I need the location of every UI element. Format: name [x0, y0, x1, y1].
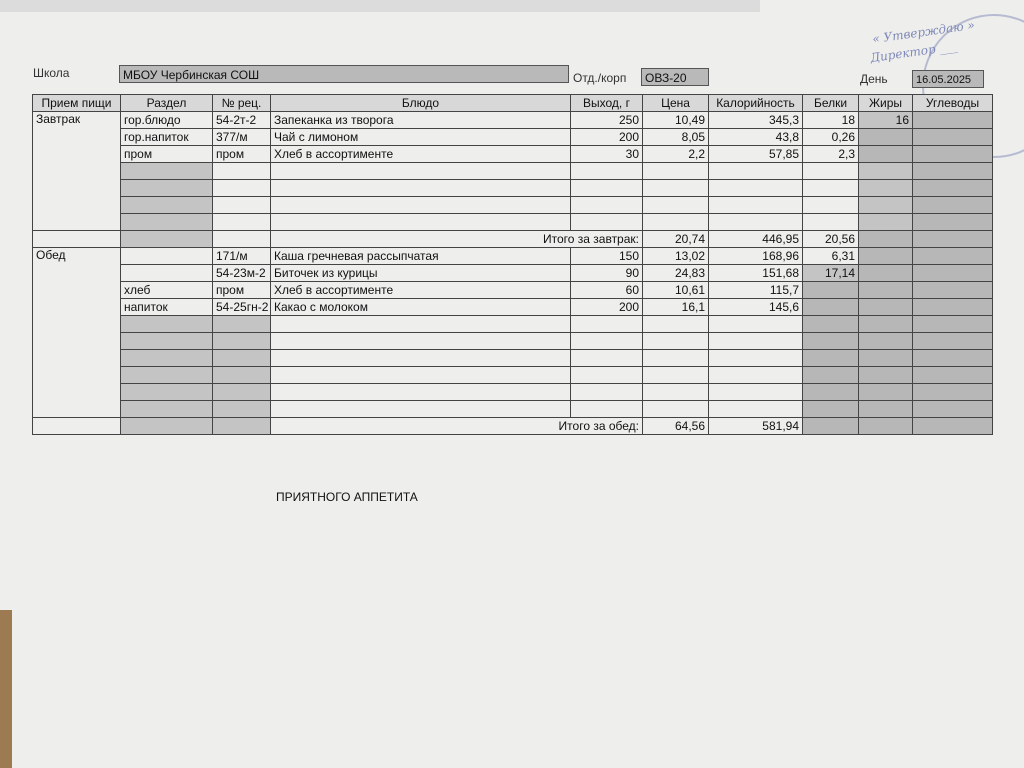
cell-fat	[859, 282, 913, 299]
dept-value: ОВЗ-20	[641, 68, 709, 86]
col-protein: Белки	[803, 95, 859, 112]
breakfast-total-row	[33, 231, 993, 248]
school-label: Школа	[33, 66, 70, 80]
table-surface	[0, 610, 12, 768]
school-value: МБОУ Чербинская СОШ	[119, 65, 569, 83]
meal-breakfast: Завтрак	[33, 112, 121, 231]
col-meal: Прием пищи	[33, 95, 121, 112]
cell-carbs	[913, 129, 993, 146]
cell-section: пром	[121, 146, 213, 163]
farewell-text: ПРИЯТНОГО АППЕТИТА	[276, 490, 418, 504]
menu-table	[32, 94, 993, 435]
empty-row	[33, 333, 993, 350]
cell-yield: 200	[571, 299, 643, 316]
breakfast-total-kcal: 446,95	[709, 231, 803, 248]
paper-edge	[0, 0, 760, 12]
day-value: 16.05.2025	[912, 70, 984, 88]
cell-protein: 0,26	[803, 129, 859, 146]
empty-row	[33, 384, 993, 401]
total-spacer	[33, 418, 121, 435]
cell-kcal: 168,96	[709, 248, 803, 265]
meal-lunch: Обед	[33, 248, 121, 418]
breakfast-total-label: Итого за завтрак:	[271, 231, 643, 248]
cell-kcal: 115,7	[709, 282, 803, 299]
cell-price: 2,2	[643, 146, 709, 163]
cell-recipe: 171/м	[213, 248, 271, 265]
lunch-total-protein	[803, 418, 859, 435]
cell-price: 24,83	[643, 265, 709, 282]
total-spacer	[33, 231, 121, 248]
cell-carbs	[913, 112, 993, 129]
total-spacer	[213, 418, 271, 435]
cell-price: 10,49	[643, 112, 709, 129]
stamp-line-2: Директор ___	[869, 38, 959, 66]
cell-carbs	[913, 146, 993, 163]
empty-row	[33, 214, 993, 231]
table-row	[33, 129, 993, 146]
table-row	[33, 146, 993, 163]
cell-section	[121, 265, 213, 282]
cell-fat	[859, 299, 913, 316]
cell-protein	[803, 299, 859, 316]
table-row	[33, 265, 993, 282]
cell-carbs	[913, 248, 993, 265]
cell-section: хлеб	[121, 282, 213, 299]
col-kcal: Калорийность	[709, 95, 803, 112]
total-spacer	[121, 231, 213, 248]
cell-yield: 30	[571, 146, 643, 163]
cell-dish: Какао с молоком	[271, 299, 571, 316]
breakfast-total-carbs	[913, 231, 993, 248]
col-dish: Блюдо	[271, 95, 571, 112]
cell-fat	[859, 248, 913, 265]
cell-recipe: 54-25гн-2	[213, 299, 271, 316]
cell-protein: 18	[803, 112, 859, 129]
cell-yield: 60	[571, 282, 643, 299]
cell-yield: 250	[571, 112, 643, 129]
table-row	[33, 112, 993, 129]
breakfast-total-price: 20,74	[643, 231, 709, 248]
col-fat: Жиры	[859, 95, 913, 112]
cell-price: 10,61	[643, 282, 709, 299]
lunch-total-price: 64,56	[643, 418, 709, 435]
empty-row	[33, 197, 993, 214]
table-row	[33, 282, 993, 299]
cell-recipe: пром	[213, 282, 271, 299]
cell-carbs	[913, 282, 993, 299]
total-spacer	[213, 231, 271, 248]
lunch-total-carbs	[913, 418, 993, 435]
cell-kcal: 345,3	[709, 112, 803, 129]
lunch-total-kcal: 581,94	[709, 418, 803, 435]
breakfast-total-protein: 20,56	[803, 231, 859, 248]
cell-dish: Биточек из курицы	[271, 265, 571, 282]
cell-section: напиток	[121, 299, 213, 316]
cell-yield: 150	[571, 248, 643, 265]
col-recipe: № рец.	[213, 95, 271, 112]
cell-section	[121, 248, 213, 265]
cell-recipe: пром	[213, 146, 271, 163]
cell-kcal: 145,6	[709, 299, 803, 316]
cell-carbs	[913, 299, 993, 316]
col-section: Раздел	[121, 95, 213, 112]
empty-row	[33, 401, 993, 418]
cell-price: 8,05	[643, 129, 709, 146]
lunch-total-row	[33, 418, 993, 435]
lunch-total-label: Итого за обед:	[271, 418, 643, 435]
cell-recipe: 377/м	[213, 129, 271, 146]
cell-dish: Хлеб в ассортименте	[271, 282, 571, 299]
total-spacer	[121, 418, 213, 435]
cell-protein: 17,14	[803, 265, 859, 282]
cell-dish: Каша гречневая рассыпчатая	[271, 248, 571, 265]
lunch-total-fat	[859, 418, 913, 435]
breakfast-total-fat	[859, 231, 913, 248]
cell-fat	[859, 265, 913, 282]
cell-fat	[859, 129, 913, 146]
cell-section: гор.напиток	[121, 129, 213, 146]
empty-row	[33, 180, 993, 197]
empty-row	[33, 367, 993, 384]
day-label: День	[860, 72, 888, 86]
cell-kcal: 57,85	[709, 146, 803, 163]
cell-protein: 6,31	[803, 248, 859, 265]
dept-label: Отд./корп	[573, 71, 627, 85]
cell-carbs	[913, 265, 993, 282]
cell-section: гор.блюдо	[121, 112, 213, 129]
cell-dish: Запеканка из творога	[271, 112, 571, 129]
cell-price: 16,1	[643, 299, 709, 316]
cell-recipe: 54-2т-2	[213, 112, 271, 129]
col-carbs: Углеводы	[913, 95, 993, 112]
header-row	[33, 95, 993, 112]
cell-fat	[859, 146, 913, 163]
cell-recipe: 54-23м-2	[213, 265, 271, 282]
cell-dish: Хлеб в ассортименте	[271, 146, 571, 163]
cell-price: 13,02	[643, 248, 709, 265]
cell-protein	[803, 282, 859, 299]
table-row	[33, 299, 993, 316]
cell-dish: Чай с лимоном	[271, 129, 571, 146]
empty-row	[33, 163, 993, 180]
col-price: Цена	[643, 95, 709, 112]
col-yield: Выход, г	[571, 95, 643, 112]
cell-yield: 90	[571, 265, 643, 282]
cell-kcal: 43,8	[709, 129, 803, 146]
stamp-line-1: « Утверждаю »	[871, 17, 976, 47]
cell-fat: 16	[859, 112, 913, 129]
cell-protein: 2,3	[803, 146, 859, 163]
cell-yield: 200	[571, 129, 643, 146]
table-row	[33, 248, 993, 265]
empty-row	[33, 350, 993, 367]
cell-kcal: 151,68	[709, 265, 803, 282]
empty-row	[33, 316, 993, 333]
